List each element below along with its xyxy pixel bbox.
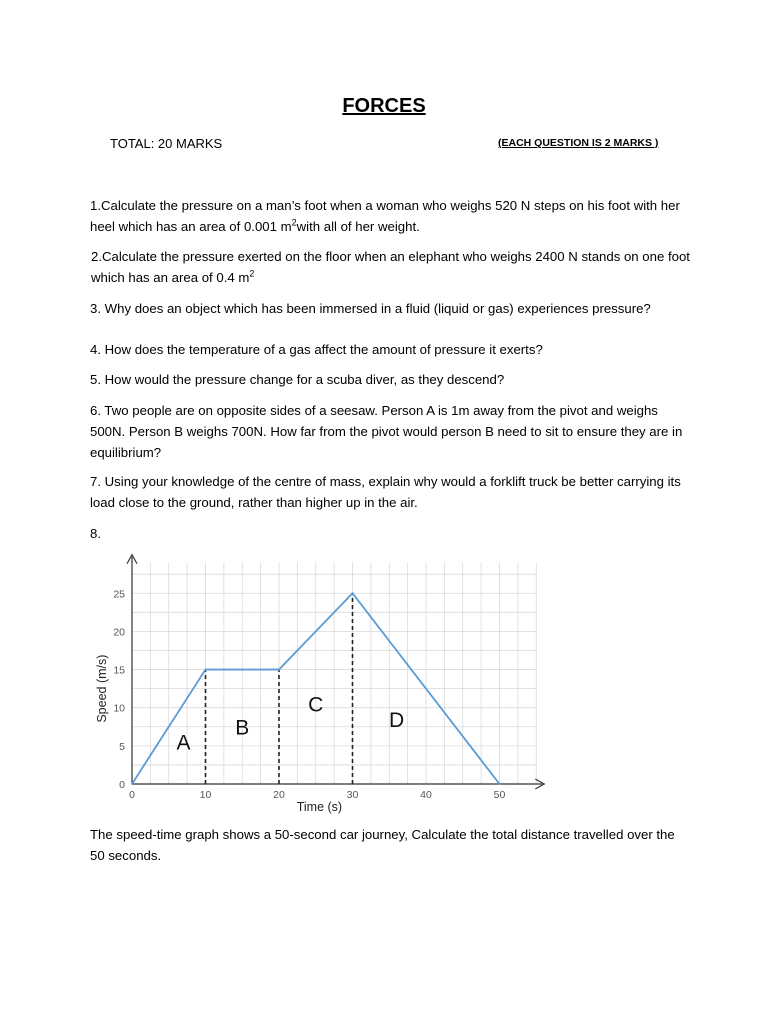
question-6: 6. Two people are on opposite sides of a seesaw. Person A is 1m away from the pivot and weighs 500N. Person B weighs 700N. How far from the pivot would person B need to sit to ensure they are in equilibrium? — [90, 403, 683, 460]
question-5: 5. How would the pressure change for a scuba diver, as they descend? — [90, 372, 505, 387]
region-label-c: C — [308, 693, 324, 717]
x-axis-label: Time (s) — [296, 800, 343, 814]
question-1 — [90, 195, 690, 237]
marks-note: (EACH QUESTION IS 2 MARKS ) — [498, 137, 659, 149]
y-tick-label: 20 — [113, 626, 125, 639]
y-tick-label: 10 — [113, 702, 125, 715]
x-tick-label: 30 — [346, 789, 359, 801]
y-tick-label: 0 — [119, 779, 125, 791]
question-2 — [91, 246, 691, 288]
question-1-text-end: with all of her weight. — [296, 219, 420, 234]
y-tick-label: 25 — [113, 588, 125, 601]
x-tick-label: 10 — [199, 789, 212, 801]
question-7: 7. Using your knowledge of the centre of mass, explain why would a forklift truck be better carrying its load close to the ground, rather than higher up in the air. — [90, 474, 681, 510]
question-2-superscript: 2 — [249, 268, 255, 279]
region-label-b: B — [235, 716, 250, 740]
question-2-text: 2.Calculate the pressure exerted on the floor when an elephant who weighs 2400 N stands on one foot which has an area of 0.4 m — [91, 249, 690, 285]
question-3: 3. Why does an object which has been immersed in a fluid (liquid or gas) experiences pressure? — [90, 301, 651, 316]
question-1-text: 1.Calculate the pressure on a man’s foot when a woman who weighs 520 N steps on his foot with her heel which has an area of 0.001 m — [90, 198, 680, 234]
y-tick-label: 5 — [119, 740, 125, 753]
data-point — [205, 669, 207, 671]
x-tick-label: 0 — [129, 789, 135, 801]
region-label-d: D — [389, 708, 405, 732]
region-label-a: A — [176, 731, 191, 755]
question-1-superscript: 2 — [291, 217, 297, 228]
x-tick-label: 40 — [420, 789, 432, 801]
data-point — [352, 592, 354, 594]
y-axis-label: Speed (m/s) — [95, 654, 109, 723]
question-4: 4. How does the temperature of a gas affect the amount of pressure it exerts? — [90, 342, 543, 357]
data-point — [278, 669, 280, 671]
data-point — [131, 783, 133, 785]
x-tick-label: 20 — [273, 789, 285, 801]
question-8-caption: The speed-time graph shows a 50-second car journey, Calculate the total distance travelled over the 50 seconds. — [90, 827, 675, 863]
question-8: 8. — [90, 526, 101, 541]
page-title: FORCES — [342, 95, 426, 117]
data-point — [499, 783, 501, 785]
x-tick-label: 50 — [493, 789, 506, 801]
speed-time-chart — [90, 548, 550, 818]
total-marks: TOTAL: 20 MARKS — [110, 136, 223, 151]
y-tick-label: 15 — [113, 664, 125, 677]
